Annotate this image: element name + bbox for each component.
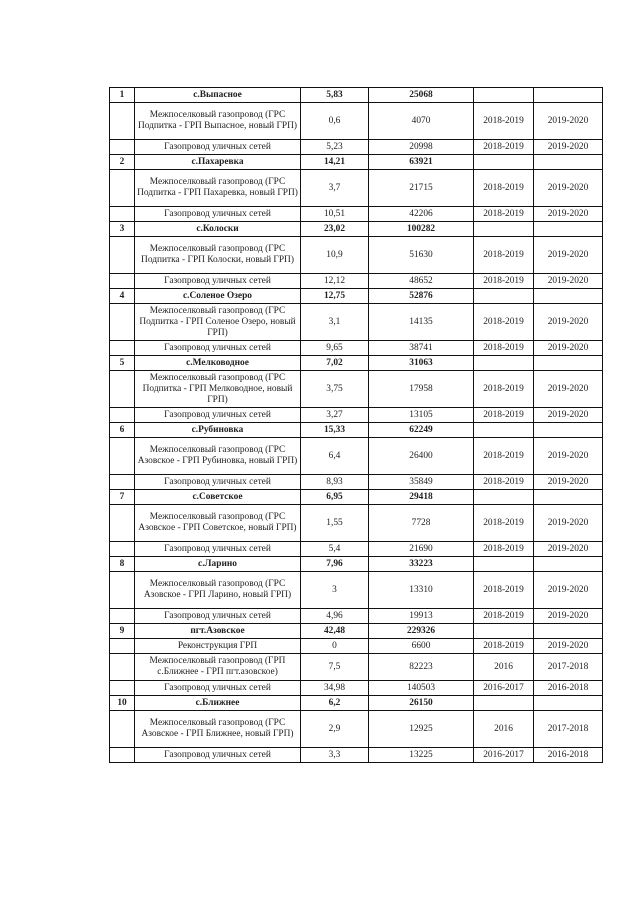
name-cell: Газопровод уличных сетей [135, 341, 301, 356]
cost-cell: 6600 [369, 639, 474, 654]
row-number-cell [110, 207, 135, 222]
row-number-cell [110, 170, 135, 207]
length-cell: 9,65 [301, 341, 369, 356]
length-cell: 12,12 [301, 274, 369, 289]
cost-cell: 51630 [369, 237, 474, 274]
start-period-cell: 2018-2019 [474, 505, 534, 542]
length-cell: 0 [301, 639, 369, 654]
start-period-cell [474, 490, 534, 505]
end-period-cell: 2019-2020 [534, 438, 603, 475]
start-period-cell: 2016 [474, 711, 534, 748]
row-number-cell [110, 274, 135, 289]
end-period-cell [534, 356, 603, 371]
length-cell: 2,9 [301, 711, 369, 748]
cost-cell: 19913 [369, 609, 474, 624]
end-period-cell: 2019-2020 [534, 408, 603, 423]
name-cell: Межпоселковый газопровод (ГРП с.Ближнее - ГРП пгт.азовское) [135, 654, 301, 681]
row-number-cell: 4 [110, 289, 135, 304]
end-period-cell: 2019-2020 [534, 341, 603, 356]
start-period-cell: 2018-2019 [474, 237, 534, 274]
table-row [110, 304, 603, 341]
name-cell: с.Мелководное [135, 356, 301, 371]
cost-cell: 14135 [369, 304, 474, 341]
name-cell: Межпоселковый газопровод (ГРС Подпитка - ГРП Колоски, новый ГРП) [135, 237, 301, 274]
length-cell: 1,55 [301, 505, 369, 542]
end-period-cell: 2019-2020 [534, 207, 603, 222]
length-cell: 7,02 [301, 356, 369, 371]
cost-cell: 62249 [369, 423, 474, 438]
end-period-cell [534, 222, 603, 237]
name-cell: с.Рубиновка [135, 423, 301, 438]
cost-cell: 26400 [369, 438, 474, 475]
end-period-cell: 2019-2020 [534, 304, 603, 341]
cost-cell: 82223 [369, 654, 474, 681]
row-number-cell [110, 341, 135, 356]
row-number-cell: 6 [110, 423, 135, 438]
name-cell: Газопровод уличных сетей [135, 542, 301, 557]
end-period-cell [534, 696, 603, 711]
name-cell: Газопровод уличных сетей [135, 681, 301, 696]
length-cell: 0,6 [301, 103, 369, 140]
settlement-row [110, 557, 603, 572]
table-row [110, 475, 603, 490]
name-cell: Газопровод уличных сетей [135, 207, 301, 222]
row-number-cell [110, 572, 135, 609]
end-period-cell: 2016-2018 [534, 681, 603, 696]
row-number-cell [110, 475, 135, 490]
name-cell: Реконструкция ГРП [135, 639, 301, 654]
settlement-row [110, 222, 603, 237]
start-period-cell: 2018-2019 [474, 103, 534, 140]
name-cell: с.Ближнее [135, 696, 301, 711]
start-period-cell: 2018-2019 [474, 408, 534, 423]
end-period-cell: 2019-2020 [534, 237, 603, 274]
start-period-cell [474, 356, 534, 371]
table-row [110, 542, 603, 557]
table-row [110, 170, 603, 207]
length-cell: 12,75 [301, 289, 369, 304]
cost-cell: 13105 [369, 408, 474, 423]
cost-cell: 38741 [369, 341, 474, 356]
table-row [110, 274, 603, 289]
table-row [110, 237, 603, 274]
start-period-cell: 2016 [474, 654, 534, 681]
row-number-cell: 8 [110, 557, 135, 572]
end-period-cell: 2019-2020 [534, 274, 603, 289]
gas-pipeline-table [109, 87, 603, 763]
start-period-cell: 2018-2019 [474, 341, 534, 356]
row-number-cell [110, 103, 135, 140]
name-cell: Межпоселковый газопровод (ГРС Подпитка - ГРП Пахаревка, новый ГРП) [135, 170, 301, 207]
end-period-cell: 2019-2020 [534, 542, 603, 557]
cost-cell: 52876 [369, 289, 474, 304]
start-period-cell: 2018-2019 [474, 438, 534, 475]
length-cell: 15,33 [301, 423, 369, 438]
row-number-cell: 9 [110, 624, 135, 639]
start-period-cell: 2018-2019 [474, 475, 534, 490]
length-cell: 5,23 [301, 140, 369, 155]
settlement-row [110, 356, 603, 371]
cost-cell: 42206 [369, 207, 474, 222]
start-period-cell: 2018-2019 [474, 371, 534, 408]
table-row [110, 140, 603, 155]
name-cell: Межпоселковый газопровод (ГРС Азовское - ГРП Ближнее, новый ГРП) [135, 711, 301, 748]
start-period-cell: 2018-2019 [474, 609, 534, 624]
end-period-cell: 2019-2020 [534, 572, 603, 609]
start-period-cell: 2018-2019 [474, 170, 534, 207]
table-row [110, 371, 603, 408]
table-row [110, 609, 603, 624]
row-number-cell: 2 [110, 155, 135, 170]
cost-cell: 35849 [369, 475, 474, 490]
start-period-cell [474, 88, 534, 103]
name-cell: с.Ларино [135, 557, 301, 572]
row-number-cell [110, 542, 135, 557]
table-row [110, 711, 603, 748]
end-period-cell [534, 490, 603, 505]
start-period-cell [474, 289, 534, 304]
name-cell: Межпоселковый газопровод (ГРС Подпитка - ГРП Выпасное, новый ГРП) [135, 103, 301, 140]
length-cell: 8,93 [301, 475, 369, 490]
table-row [110, 654, 603, 681]
settlement-row [110, 624, 603, 639]
row-number-cell [110, 748, 135, 763]
name-cell: пгт.Азовское [135, 624, 301, 639]
cost-cell: 13310 [369, 572, 474, 609]
end-period-cell: 2019-2020 [534, 170, 603, 207]
length-cell: 3,27 [301, 408, 369, 423]
start-period-cell [474, 222, 534, 237]
name-cell: Газопровод уличных сетей [135, 748, 301, 763]
end-period-cell: 2019-2020 [534, 140, 603, 155]
row-number-cell [110, 438, 135, 475]
row-number-cell: 10 [110, 696, 135, 711]
row-number-cell [110, 408, 135, 423]
start-period-cell [474, 423, 534, 438]
row-number-cell [110, 237, 135, 274]
table-row [110, 408, 603, 423]
name-cell: Межпоселковый газопровод (ГРС Азовское - ГРП Ларино, новый ГРП) [135, 572, 301, 609]
table-row [110, 681, 603, 696]
start-period-cell [474, 557, 534, 572]
name-cell: с.Колоски [135, 222, 301, 237]
row-number-cell [110, 609, 135, 624]
length-cell: 4,96 [301, 609, 369, 624]
length-cell: 23,02 [301, 222, 369, 237]
table-row [110, 438, 603, 475]
end-period-cell: 2019-2020 [534, 639, 603, 654]
cost-cell: 33223 [369, 557, 474, 572]
start-period-cell [474, 696, 534, 711]
name-cell: Газопровод уличных сетей [135, 609, 301, 624]
table-body [110, 88, 603, 763]
end-period-cell: 2016-2018 [534, 748, 603, 763]
length-cell: 3,3 [301, 748, 369, 763]
name-cell: с.Соленое Озеро [135, 289, 301, 304]
start-period-cell: 2018-2019 [474, 639, 534, 654]
row-number-cell [110, 654, 135, 681]
row-number-cell: 5 [110, 356, 135, 371]
name-cell: Газопровод уличных сетей [135, 140, 301, 155]
end-period-cell: 2019-2020 [534, 505, 603, 542]
name-cell: с.Выпасное [135, 88, 301, 103]
table-row [110, 639, 603, 654]
length-cell: 6,95 [301, 490, 369, 505]
length-cell: 7,96 [301, 557, 369, 572]
length-cell: 3,7 [301, 170, 369, 207]
row-number-cell [110, 140, 135, 155]
table-row [110, 572, 603, 609]
end-period-cell [534, 423, 603, 438]
table-row [110, 748, 603, 763]
length-cell: 3,75 [301, 371, 369, 408]
length-cell: 34,98 [301, 681, 369, 696]
cost-cell: 63921 [369, 155, 474, 170]
start-period-cell: 2018-2019 [474, 140, 534, 155]
length-cell: 14,21 [301, 155, 369, 170]
cost-cell: 29418 [369, 490, 474, 505]
settlement-row [110, 289, 603, 304]
end-period-cell: 2017-2018 [534, 711, 603, 748]
end-period-cell [534, 155, 603, 170]
name-cell: Межпоселковый газопровод (ГРС Подпитка - ГРП Мелководное, новый ГРП) [135, 371, 301, 408]
table-row [110, 207, 603, 222]
start-period-cell [474, 155, 534, 170]
table-row [110, 103, 603, 140]
start-period-cell: 2018-2019 [474, 274, 534, 289]
table-row [110, 341, 603, 356]
cost-cell: 31063 [369, 356, 474, 371]
end-period-cell [534, 289, 603, 304]
row-number-cell: 1 [110, 88, 135, 103]
cost-cell: 26150 [369, 696, 474, 711]
start-period-cell: 2018-2019 [474, 304, 534, 341]
row-number-cell: 7 [110, 490, 135, 505]
name-cell: Межпоселковый газопровод (ГРС Азовское - ГРП Рубиновка, новый ГРП) [135, 438, 301, 475]
row-number-cell [110, 681, 135, 696]
name-cell: Газопровод уличных сетей [135, 408, 301, 423]
start-period-cell [474, 624, 534, 639]
settlement-row [110, 155, 603, 170]
end-period-cell: 2019-2020 [534, 103, 603, 140]
cost-cell: 20998 [369, 140, 474, 155]
cost-cell: 25068 [369, 88, 474, 103]
length-cell: 5,4 [301, 542, 369, 557]
end-period-cell: 2019-2020 [534, 475, 603, 490]
row-number-cell [110, 304, 135, 341]
length-cell: 10,51 [301, 207, 369, 222]
length-cell: 5,83 [301, 88, 369, 103]
end-period-cell [534, 557, 603, 572]
settlement-row [110, 490, 603, 505]
end-period-cell [534, 88, 603, 103]
start-period-cell: 2018-2019 [474, 572, 534, 609]
cost-cell: 13225 [369, 748, 474, 763]
length-cell: 7,5 [301, 654, 369, 681]
length-cell: 6,2 [301, 696, 369, 711]
start-period-cell: 2016-2017 [474, 748, 534, 763]
row-number-cell: 3 [110, 222, 135, 237]
settlement-row [110, 423, 603, 438]
name-cell: Газопровод уличных сетей [135, 475, 301, 490]
cost-cell: 229326 [369, 624, 474, 639]
start-period-cell: 2018-2019 [474, 207, 534, 222]
end-period-cell: 2017-2018 [534, 654, 603, 681]
start-period-cell: 2018-2019 [474, 542, 534, 557]
cost-cell: 140503 [369, 681, 474, 696]
row-number-cell [110, 639, 135, 654]
cost-cell: 21690 [369, 542, 474, 557]
length-cell: 10,9 [301, 237, 369, 274]
name-cell: с.Советское [135, 490, 301, 505]
cost-cell: 17958 [369, 371, 474, 408]
end-period-cell: 2019-2020 [534, 371, 603, 408]
length-cell: 3 [301, 572, 369, 609]
cost-cell: 4070 [369, 103, 474, 140]
row-number-cell [110, 371, 135, 408]
length-cell: 6,4 [301, 438, 369, 475]
end-period-cell [534, 624, 603, 639]
name-cell: Газопровод уличных сетей [135, 274, 301, 289]
name-cell: с.Пахаревка [135, 155, 301, 170]
cost-cell: 12925 [369, 711, 474, 748]
row-number-cell [110, 505, 135, 542]
cost-cell: 48652 [369, 274, 474, 289]
cost-cell: 7728 [369, 505, 474, 542]
start-period-cell: 2016-2017 [474, 681, 534, 696]
cost-cell: 100282 [369, 222, 474, 237]
end-period-cell: 2019-2020 [534, 609, 603, 624]
length-cell: 42,48 [301, 624, 369, 639]
name-cell: Межпоселковый газопровод (ГРС Подпитка - ГРП Соленое Озеро, новый ГРП) [135, 304, 301, 341]
table-row [110, 505, 603, 542]
settlement-row [110, 696, 603, 711]
row-number-cell [110, 711, 135, 748]
name-cell: Межпоселковый газопровод (ГРС Азовское - ГРП Советское, новый ГРП) [135, 505, 301, 542]
settlement-row [110, 88, 603, 103]
cost-cell: 21715 [369, 170, 474, 207]
length-cell: 3,1 [301, 304, 369, 341]
